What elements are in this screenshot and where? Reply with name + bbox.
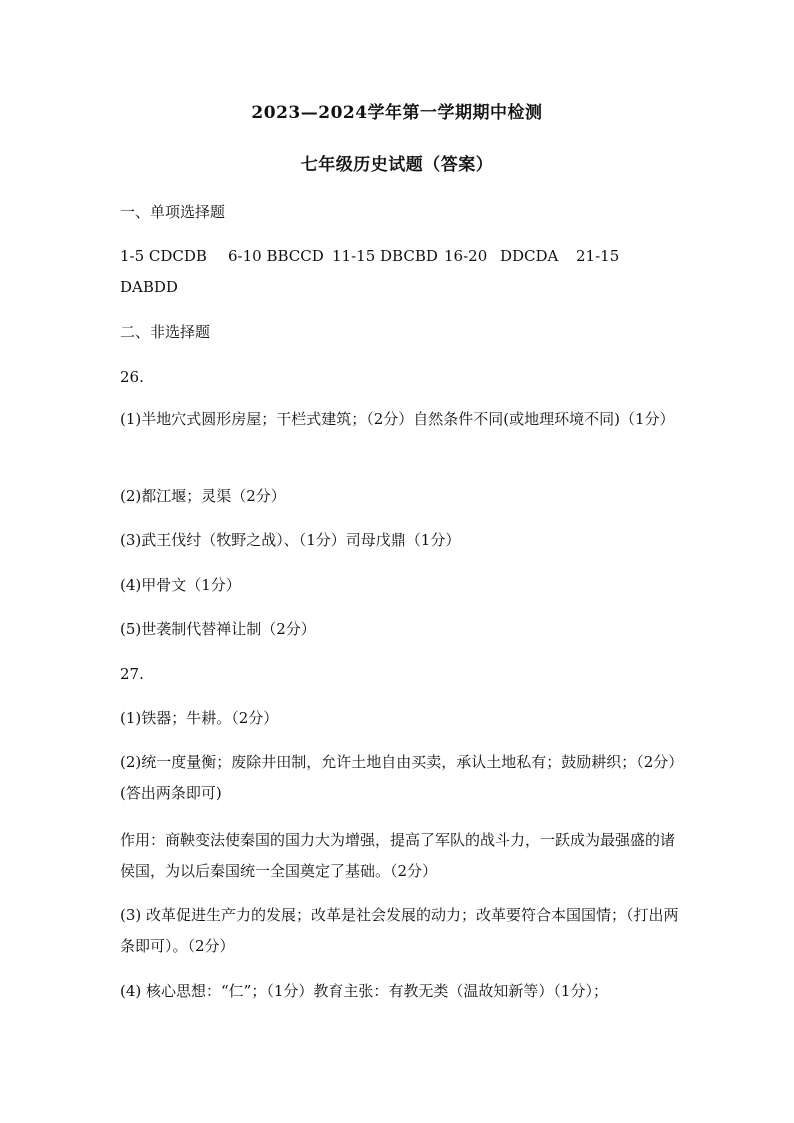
answer-group: 6-10 BBCCD: [228, 247, 324, 265]
q27-answer-2: (2)统一度量衡；废除井田制，允许土地自由买卖，承认土地私有；鼓励耕织；（2分）(答出两条即可): [120, 753, 676, 802]
answer-group: 1-5 CDCDB: [120, 247, 207, 265]
answer-group: 11-15 DBCBD: [332, 247, 438, 265]
section-heading-multiple-choice: 一、单项选择题: [120, 203, 226, 221]
q26-answer-1: (1)半地穴式圆形房屋；干栏式建筑；（2分）自然条件不同(或地理环境不同)（1分）: [120, 410, 675, 428]
document-subtitle: 七年级历史试题（答案）: [300, 155, 494, 175]
question-number-26: 26.: [120, 368, 144, 386]
q27-answer-4: (4) 核心思想：“仁”；（1分）教育主张：有教无类（温故知新等）（1分）；: [120, 982, 608, 1000]
answer-group: DDCDA: [500, 247, 559, 265]
answer-key-row: [120, 242, 680, 270]
q26-answer-4: (4)甲骨文（1分）: [120, 576, 241, 594]
q26-answer-5: (5)世袭制代替禅让制（2分）: [120, 620, 316, 638]
q27-answer-1: (1)铁器；牛耕。（2分）: [120, 709, 279, 727]
question-number-27: 27.: [120, 665, 144, 683]
answer-group: 16-20: [444, 247, 488, 265]
q26-answer-3: (3)武王伐纣（牧野之战）、（1分）司母戊鼎（1分）: [120, 531, 461, 549]
answer-key-continuation: DABDD: [120, 278, 178, 296]
q26-answer-2: (2)都江堰；灵渠（2分）: [120, 487, 286, 505]
answer-group: 21-15: [576, 247, 620, 265]
q27-answer-2-effect: 作用：商鞅变法使秦国的国力大为增强，提高了军队的战斗力，一跃成为最强盛的诸侯国，为以后秦国统一全国奠定了基础。（2分）: [120, 831, 676, 880]
document-title: 2023—2024学年第一学期期中检测: [251, 103, 543, 123]
q27-answer-3: (3) 改革促进生产力的发展；改革是社会发展的动力；改革要符合本国国情；（打出两条即可）。（2分）: [120, 906, 679, 955]
section-heading-non-choice: 二、非选择题: [120, 323, 211, 341]
